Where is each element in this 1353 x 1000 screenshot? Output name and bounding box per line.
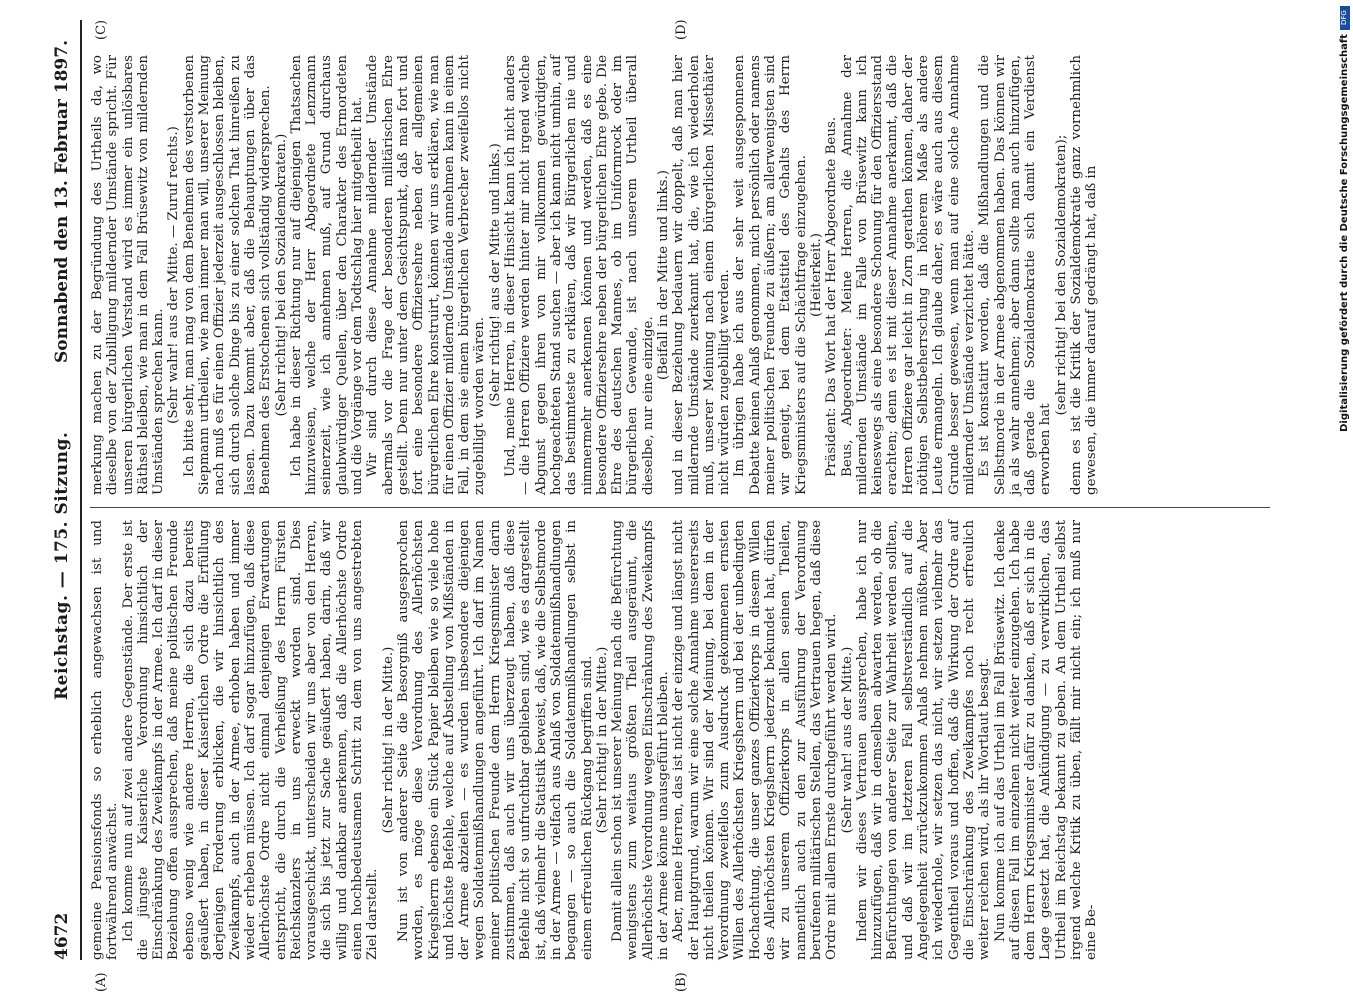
paragraph: Nun komme ich auf das Urtheil im Fall Brüsewitz. Ich denke auf diesen Fall im einzelnen nicht weiter einzugehen. Ich habe dem Herrn Kriegsminister dafür zu danken, daß er sich in die Lage gesetzt hat, die Ankündigung — zu verwirklichen, das Urtheil im Reichstag bekannt zu geben. An dem Urtheil selbst irgend welche Kritik zu üben, fällt mir nicht ein; ich muß nur eine Be-: [992, 520, 1100, 960]
right-column: [90, 55, 1100, 495]
page-header: [52, 20, 80, 960]
interjection: (Beifall in der Mitte und links.): [655, 169, 671, 381]
interjection: (Sehr richtig! in der Mitte.): [380, 646, 396, 834]
session-date: Sonnabend den 13. Februar 1897.: [52, 40, 72, 363]
paragraph: Ich habe in dieser Richtung nur auf diejenigen Thatsachen hinzuweisen, welche der Herr Abgeordnete Lenzmann seinerzeit, wie ich annehmen muß, auf Grund durchaus glaubwürdiger Quellen, über den Charakter des Ermordeten und die Vorgänge vor dem Todtschlag hier mitgetheilt hat.: [288, 55, 366, 495]
paragraph: und in dieser Beziehung bedauern wir doppelt, daß man hier mildernde Umstände zuerkannt hat, die, wie ich wiederholen muß, unserer Meinung nach einem bürgerlichen Missethäter nicht würden zugebilligt werden.: [671, 55, 733, 495]
document-page: [34, 0, 1294, 1000]
speaker-line: Präsident: Das Wort hat der Herr Abgeordnete Beus.: [824, 116, 840, 477]
interjection: (Sehr richtig! in der Mitte.): [594, 646, 610, 834]
paragraph: Indem wir dieses Vertrauen aussprechen, habe ich nur hinzuzufügen, daß wir in demselben abwarten werden, ob die Befürchtungen von anderer Seite zur Wahrheit werden sollten, und daß wir im letzteren Fall selbstverständlich auf die Angelegenheit zurückzukommen Anlaß nehmen müßten. Aber ich wiederhole, wir setzen das nicht, wir setzen vielmehr das Gegentheil voraus und hoffen, daß die Wirkung der Ordre auf die Einschränkung des Zweikampfes noch recht erfreulich weiter reichen wird, als ihr Wortlaut besagt.: [854, 520, 993, 960]
interjection: (Sehr wahr! aus der Mitte.): [839, 646, 855, 834]
interjection: (sehr richtig! bei den Sozialdemokraten);: [1053, 134, 1069, 416]
paragraph: Ich bitte sehr, man mag von dem Benehmen des verstorbenen Siepmann urtheilen, wie man immer man will, unserer Meinung nach muß es für einen Offizier jederzeit ausgeschlossen bleiben, sich durch solche Dinge bis zu einer solchen That hinreißen zu lassen. Dazu kommt aber, daß die Behauptungen über das Benehmen des Erstochenen sich vollständig widersprechen.: [181, 55, 274, 495]
interjection: (Sehr richtig! aus der Mitte und links.): [487, 143, 503, 407]
margin-mark-a: (A): [94, 972, 109, 992]
paragraph: Aber, meine Herren, das ist nicht der einzige und längst nicht der Hauptgrund, warum wir eine solche Annahme unsererseits nicht theilen können. Wir sind der Meinung, bei dem in der Verordnung zweifellos zum Ausdruck gekommenen ernsten Willen des Allerhöchsten Kriegsherrn und bei der unbedingten Hochachtung, die unser ganzes Offizierkorps in diesem Willen des Allerhöchsten Kriegsherrn jederzeit bekundet hat, dürfen wir zu unserem Offizierkorps in allen seinen Theilen, namentlich auch zu den zur Ausführung der Verordnung berufenen militärischen Stellen, das Vertrauen hegen, daß diese Ordre mit allem Ernste durchgeführt werden wird.: [671, 520, 840, 960]
interjection: (Sehr wahr! aus der Mitte. — Zuruf rechts.): [166, 126, 182, 424]
paragraph: Und, meine Herren, in dieser Hinsicht kann ich nicht anders — die Herren Offiziere werden hinter mir nicht irgend welche Abgunst gegen ihren von mir vollkommen gewürdigten, hochgeachteten Stand suchen — aber ich kann nicht umhin, auf das bestimmteste zu erklären, daß wir Bürgerlichen nie und nimmermehr anerkennen können und werden, daß es eine besondere Offiziersehre neben der bürgerlichen Ehre gebe. Die Ehre des deutschen Mannes, ob im Uniformrock oder im bürgerlichen Gewande, ist nach unserem Urtheil überall dieselbe, nur eine einzige.: [503, 55, 656, 495]
paragraph: Ich komme nun auf zwei andere Gegenstände. Der erste ist die jüngste Kaiserliche Verordnung hinsichtlich der Einschränkung des Zweikampfs in der Armee. Ich darf in dieser Beziehung offen aussprechen, daß meine politischen Freunde ebenso wenig wie andere Herren, die sich dazu bereits geäußert haben, in dieser Kaiserlichen Ordre die Erfüllung derjenigen Forderung erblicken, die wir hinsichtlich des Zweikampfs, auch in der Armee, erhoben haben und immer wieder erheben müssen. Ich darf sogar hinzufügen, daß diese Allerhöchste Ordre nicht einmal denjenigen Erwartungen entspricht, die durch die Verheißung des Herrn Fürsten Reichskanzlers in uns erweckt worden sind. Dies vorausgeschickt, unterscheiden wir uns aber von den Herren, die sich bis jetzt zur Sache geäußert haben, darin, daß wir willig und dankbar anerkennen, daß die Allerhöchste Ordre einen hochbedeutsamen Schritt zu dem von uns angestrebten Ziel darstellt.: [120, 520, 381, 960]
running-head: Reichstag. — 175. Sitzung.: [52, 431, 72, 700]
paragraph: Nun ist von anderer Seite die Besorgniß ausgesprochen worden, es möge diese Verordnung des Allerhöchsten Kriegsherrn ebenso ein Stück Papier bleiben wie so viele hohe und höchste Befehle, welche auf Abstellung von Mißständen in der Armee abzielten — es wurden insbesondere diejenigen wegen Soldatenmißhandlungen angeführt. Ich darf im Namen meiner politischen Freunde dem Herrn Kriegsminister darin zustimmen, daß auch wir uns überzeugt haben, daß diese Befehle nicht so unfruchtbar geblieben sind, wie es dargestellt ist, daß vielmehr die Statistik beweist, daß, wie die Selbstmorde in der Armee — vielfach aus Anlaß von Soldatenmißhandlungen begangen — so auch die Soldatenmißhandlungen selbst in einem erfreulichen Rückgang begriffen sind.: [395, 520, 595, 960]
header-rule: [80, 20, 82, 960]
margin-mark-c: (C): [94, 19, 109, 40]
paragraph: Im übrigen habe ich aus der sehr weit ausgesponnenen Debatte keinen Anlaß genommen, mich persönlich oder namens meiner politischen Freunde zu äußern; am allerwenigsten sind wir geneigt, bei dem Etatstitel des Gehalts des Herrn Kriegsministers auf die Schächtfrage einzugehen.: [732, 55, 809, 495]
interjection: (Sehr richtig! bei den Sozialdemokraten.): [273, 133, 289, 417]
column-divider: [90, 507, 1270, 508]
left-column: [90, 520, 1100, 960]
page-number: 4672: [52, 912, 72, 960]
digitization-note: Digitalisierung gefördert durch die Deutsche Forschungsgemeinschaft: [1339, 34, 1350, 432]
paragraph: gemeine Pensionsfonds so erheblich angewachsen ist und fortwährend anwächst.: [90, 520, 121, 960]
interjection: (Heiterkeit.): [808, 233, 824, 317]
paragraph: Wir sind durch diese Annahme mildernder Umstände abermals vor die Frage der besonderen militärischen Ehre gestellt. Denn nur unter dem Gesichtspunkt, daß man fort und fort eine besondere Offiziersehre neben der allgemeinen bürgerlichen Ehre konstruirt, können wir uns erklären, wie man für einen Offizier mildernde Umstände annehmen kann in einem Fall, in dem sie einem bürgerlichen Verbrecher zweifellos nicht zugebilligt worden wären.: [365, 55, 488, 495]
dfg-logo: DFG: [1340, 6, 1350, 30]
paragraph: Beus, Abgeordneter: Meine Herren, die Annahme der mildernden Umstände im Falle von Brüsewitz kann ich keineswegs als eine besondere Schonung für den Offiziersstand erachten; denn es ist mit dieser Annahme anerkannt, daß die Herren Offiziere gar leicht in Zorn gerathen können, daher der nöthigen Selbstbeherrschung in höherem Maße als andere Leute ermangeln. Ich glaube daher, es wäre auch aus diesem Grunde besser gewesen, wenn man auf eine solche Annahme mildernder Umstände verzichtet hätte.: [839, 55, 977, 495]
margin-mark-d: (D): [674, 19, 689, 40]
paragraph: Es ist konstatirt worden, daß die Mißhandlungen und die Selbstmorde in der Armee abgenommen haben. Das können wir ja als wahr annehmen; aber dann sollte man auch hinzufügen, daß gerade die Sozialdemokratie sich damit ein Verdienst erworben hat: [977, 55, 1054, 495]
paragraph: Damit allein schon ist unserer Meinung nach die Befürchtung wenigstens zum weitaus größten Theil ausgeräumt, die Allerhöchste Verordnung wegen Einschränkung des Zweikampfs in der Armee könne unausgeführt bleiben.: [610, 520, 671, 960]
margin-mark-b: (B): [674, 972, 689, 992]
paragraph: merkung machen zu der Begründung des Urtheils da, wo dieselbe von der Zubilligung mildernder Umstände spricht. Für unseren bürgerlichen Verstand wird es immer ein unlösbares Räthsel bleiben, wie man in dem Fall Brüsewitz von mildernden Umständen sprechen kann.: [90, 55, 167, 495]
paragraph: denn es ist die Kritik der Sozialdemokratie ganz vornehmlich gewesen, die immer darauf gedrängt hat, daß in: [1069, 55, 1100, 495]
